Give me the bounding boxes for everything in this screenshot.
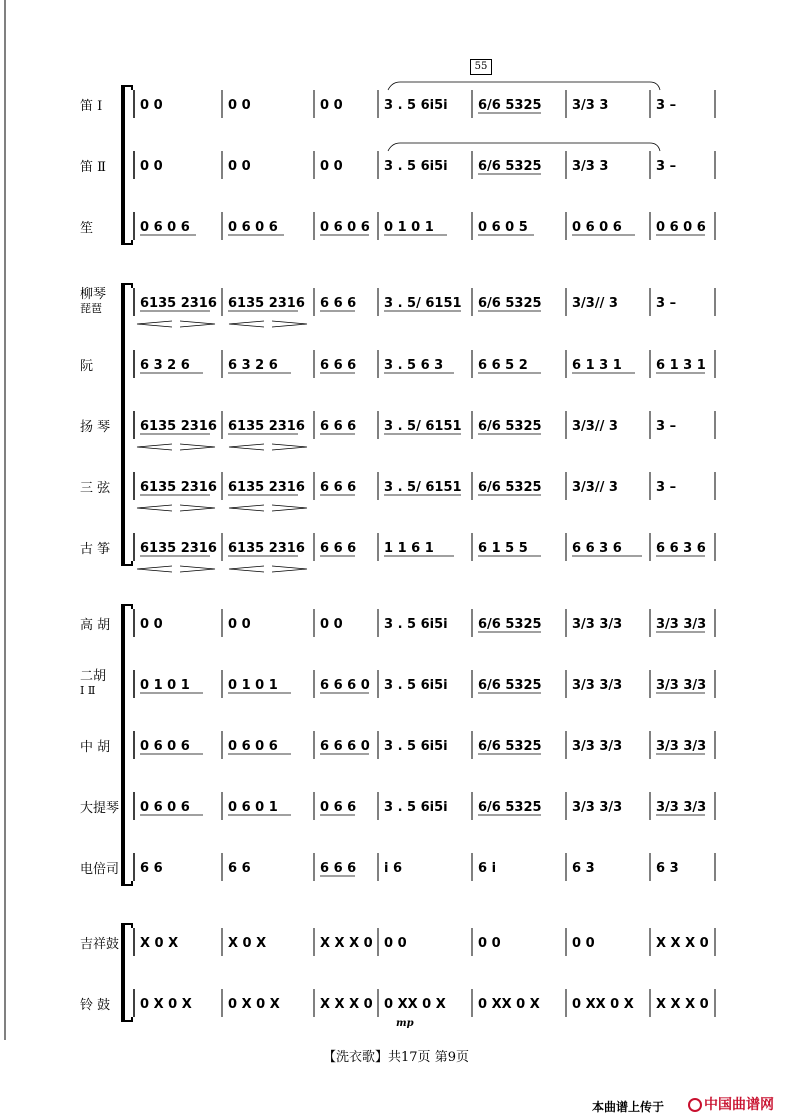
phrase-slur: [388, 82, 660, 90]
measure-notes: 6 6 6: [320, 541, 357, 556]
hairpin: [272, 505, 307, 511]
instrument-label-line: 二胡: [80, 669, 107, 684]
measure-notes: 3 . 5 6i5i: [384, 159, 448, 174]
instrument-label-yangqin: 扬 琴: [80, 420, 111, 435]
instrument-label-sheng: 笙: [80, 221, 94, 236]
measure-notes: 3 . 5 6 3: [384, 358, 444, 373]
measure-notes: 0 X 0 X: [228, 997, 280, 1012]
measure-notes: 6 6 3 6: [656, 541, 706, 556]
measure-notes: 3 –: [656, 159, 677, 174]
measure-notes: 6/6 5325: [478, 678, 542, 693]
measure-notes: 0 6 0 1: [228, 800, 278, 815]
measure-notes: 6 6 6: [320, 861, 357, 876]
measure-notes: 3/3 3/3: [656, 739, 707, 754]
measure-notes: 6/6 5325: [478, 800, 542, 815]
measure-notes: 3/3// 3: [572, 296, 618, 311]
measure-notes: 3 . 5 6i5i: [384, 800, 448, 815]
measure-notes: 6 6 6: [320, 480, 357, 495]
hairpin: [180, 566, 215, 572]
phrase-slur: [388, 143, 660, 151]
measure-notes: 6/6 5325: [478, 617, 542, 632]
measure-notes: 0 6 0 6: [572, 220, 622, 235]
measure-notes: 0 1 0 1: [384, 220, 434, 235]
measure-notes: 0 6 0 6: [228, 220, 278, 235]
measure-notes: 3/3// 3: [572, 480, 618, 495]
site-name: 中国曲谱网: [704, 1097, 774, 1113]
measure-notes: 6 6 6: [320, 358, 357, 373]
upload-note: 本曲谱上传于: [592, 1100, 665, 1114]
measure-notes: 0 0: [228, 617, 251, 632]
instrument-label-line: 琵琶: [80, 302, 102, 315]
measure-notes: 6/6 5325: [478, 98, 542, 113]
measure-notes: 6 6 3 6: [572, 541, 622, 556]
measure-notes: 0 6 0 6: [140, 800, 190, 815]
measure-notes: 3/3 3/3: [656, 800, 707, 815]
measure-notes: 6/6 5325: [478, 739, 542, 754]
measure-notes: X 0 X: [140, 936, 179, 951]
measure-notes: 3/3 3/3: [656, 617, 707, 632]
measure-notes: 0 XX 0 X: [384, 997, 446, 1012]
measure-notes: 3 –: [656, 296, 677, 311]
hairpin: [137, 321, 172, 327]
measure-notes: 6 3: [572, 861, 595, 876]
measure-notes: 0 0: [572, 936, 595, 951]
measure-notes: 0 0: [320, 159, 343, 174]
measure-notes: 0 6 0 6: [656, 220, 706, 235]
instrument-label-line: 柳琴: [80, 287, 107, 302]
instrument-label-linggu: 铃 鼓: [80, 998, 111, 1013]
measure-notes: 6 6: [228, 861, 251, 876]
measure-notes: 6135 2316: [228, 419, 305, 434]
measure-notes: 6135 2316: [140, 296, 217, 311]
measure-notes: 6 6 6: [320, 419, 357, 434]
measure-notes: 0 1 0 1: [140, 678, 190, 693]
measure-notes: 0 0: [478, 936, 501, 951]
instrument-label-zhonghu: 中 胡: [80, 740, 111, 755]
measure-notes: 6135 2316: [140, 419, 217, 434]
measure-notes: X 0 X: [228, 936, 267, 951]
measure-notes: 6 1 3 1: [656, 358, 706, 373]
measure-notes: 3 –: [656, 480, 677, 495]
measure-notes: 0 6 0 5: [478, 220, 528, 235]
hairpin: [137, 444, 172, 450]
measure-notes: 0 0: [320, 98, 343, 113]
rehearsal-mark: 55: [470, 59, 492, 75]
measure-notes: 6 6 5 2: [478, 358, 528, 373]
group-bracket: [121, 284, 125, 565]
measure-notes: 0 0: [320, 617, 343, 632]
measure-notes: 3 –: [656, 419, 677, 434]
measure-notes: 0 6 0 6: [320, 220, 370, 235]
measure-notes: 3 –: [656, 98, 677, 113]
site-logo: [688, 1094, 774, 1114]
measure-notes: X X X 0: [320, 936, 373, 951]
group-bracket: [121, 924, 125, 1021]
measure-notes: 6 6 6: [320, 296, 357, 311]
measure-notes: X X X 0: [320, 997, 373, 1012]
measure-notes: 6 3 2 6: [140, 358, 190, 373]
measure-notes: 3/3 3: [572, 98, 609, 113]
measure-notes: 3/3 3/3: [572, 800, 623, 815]
measure-notes: 3 . 5/ 6151: [384, 296, 462, 311]
measure-notes: 0 XX 0 X: [572, 997, 634, 1012]
measure-notes: 0 6 0 6: [228, 739, 278, 754]
hairpin: [180, 321, 215, 327]
measure-notes: 1 1 6 1: [384, 541, 434, 556]
hairpin: [229, 566, 264, 572]
instrument-label-sanxian: 三 弦: [80, 481, 111, 496]
measure-notes: 3 . 5 6i5i: [384, 98, 448, 113]
measure-notes: 6 6 6 0: [320, 739, 370, 754]
measure-notes: 6135 2316: [140, 480, 217, 495]
measure-notes: 3 . 5 6i5i: [384, 678, 448, 693]
hairpin: [229, 505, 264, 511]
instrument-label-guzheng: 古 筝: [80, 542, 111, 557]
measure-notes: 3/3// 3: [572, 419, 618, 434]
instrument-label-di2: 笛 Ⅱ: [80, 160, 106, 175]
measure-notes: 0 6 6: [320, 800, 357, 815]
instrument-label-gaohu: 高 胡: [80, 618, 111, 633]
group-bracket: [121, 86, 125, 244]
measure-notes: 6135 2316: [228, 480, 305, 495]
measure-notes: 6135 2316: [140, 541, 217, 556]
measure-notes: X X X 0: [656, 936, 709, 951]
measure-notes: 0 6 0 6: [140, 739, 190, 754]
measure-notes: 6 6: [140, 861, 163, 876]
measure-notes: 6/6 5325: [478, 419, 542, 434]
site-logo-icon: [688, 1098, 702, 1112]
measure-notes: 6 3 2 6: [228, 358, 278, 373]
hairpin: [180, 444, 215, 450]
measure-notes: 6 1 5 5: [478, 541, 528, 556]
measure-notes: 0 0: [140, 98, 163, 113]
measure-notes: 0 0: [384, 936, 407, 951]
measure-notes: 0 0: [228, 159, 251, 174]
measure-notes: 6135 2316: [228, 541, 305, 556]
measure-notes: 6135 2316: [228, 296, 305, 311]
instrument-label-line: Ⅰ Ⅱ: [80, 684, 96, 697]
measure-notes: 6 6 6 0: [320, 678, 370, 693]
instrument-label-datiqin: 大提琴: [80, 801, 120, 816]
page-footer: 【洗衣歌】共17页 第9页: [323, 1050, 469, 1065]
measure-notes: 6/6 5325: [478, 480, 542, 495]
measure-notes: 0 XX 0 X: [478, 997, 540, 1012]
measure-notes: 0 0: [228, 98, 251, 113]
measure-notes: 0 6 0 6: [140, 220, 190, 235]
measure-notes: 3/3 3/3: [572, 617, 623, 632]
measure-notes: 0 0: [140, 159, 163, 174]
measure-notes: 3/3 3: [572, 159, 609, 174]
measure-notes: 0 0: [140, 617, 163, 632]
measure-notes: 0 1 0 1: [228, 678, 278, 693]
measure-notes: 3 . 5 6i5i: [384, 617, 448, 632]
measure-notes: 3 . 5 6i5i: [384, 739, 448, 754]
instrument-label-jixianggu: 吉祥鼓: [80, 937, 120, 952]
dynamic-mark: mp: [396, 1018, 414, 1029]
hairpin: [272, 444, 307, 450]
measure-notes: X X X 0: [656, 997, 709, 1012]
hairpin: [272, 321, 307, 327]
measure-notes: 6 3: [656, 861, 679, 876]
hairpin: [229, 321, 264, 327]
measure-notes: 0 X 0 X: [140, 997, 192, 1012]
measure-notes: i 6: [384, 861, 403, 876]
measure-notes: 3 . 5/ 6151: [384, 419, 462, 434]
measure-notes: 3 . 5/ 6151: [384, 480, 462, 495]
instrument-label-di1: 笛 Ⅰ: [80, 99, 103, 114]
measure-notes: 6/6 5325: [478, 296, 542, 311]
measure-notes: 6 i: [478, 861, 497, 876]
measure-notes: 6/6 5325: [478, 159, 542, 174]
hairpin: [137, 566, 172, 572]
measure-notes: 3/3 3/3: [572, 678, 623, 693]
hairpin: [180, 505, 215, 511]
measure-notes: 6 1 3 1: [572, 358, 622, 373]
instrument-label-dianbeisi: 电倍司: [80, 862, 120, 877]
instrument-label-ruan: 阮: [80, 359, 94, 374]
measure-notes: 3/3 3/3: [656, 678, 707, 693]
group-bracket: [121, 605, 125, 885]
hairpin: [137, 505, 172, 511]
hairpin: [229, 444, 264, 450]
measure-notes: 3/3 3/3: [572, 739, 623, 754]
hairpin: [272, 566, 307, 572]
